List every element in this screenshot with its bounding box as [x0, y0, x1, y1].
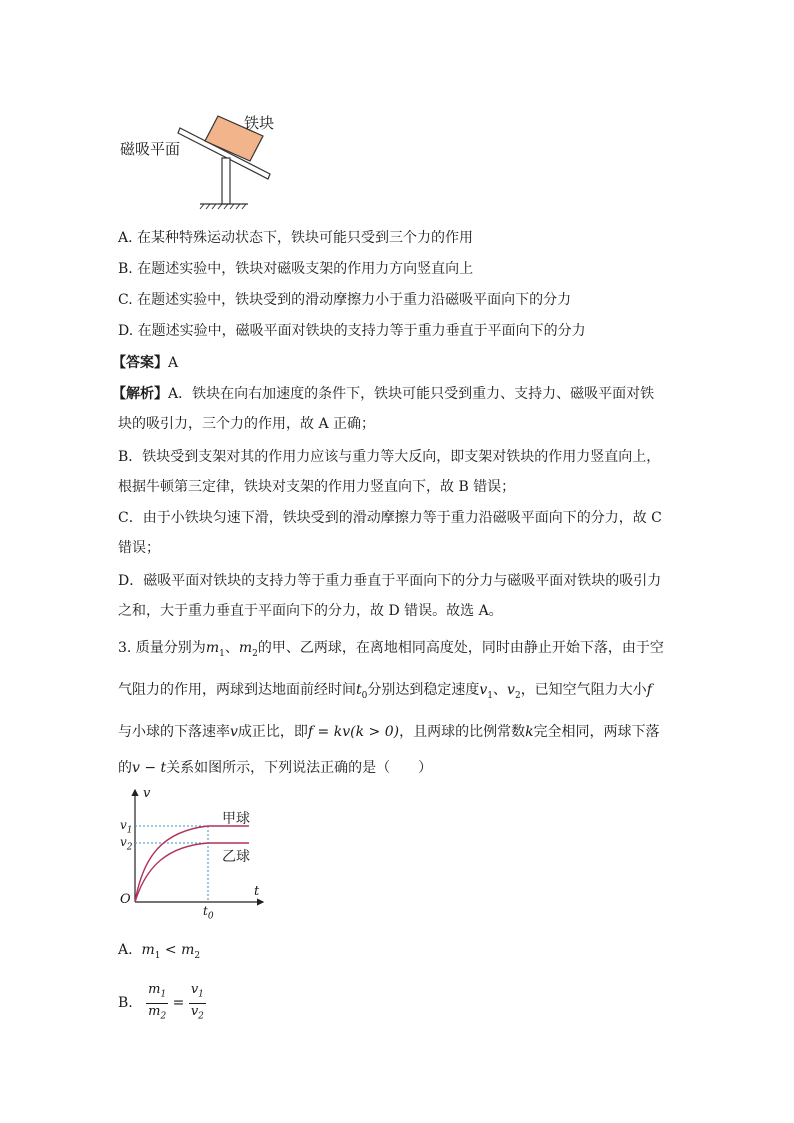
q3-text: 成正比，即 — [237, 724, 308, 740]
analysis-line-5: C．由于小铁块匀速下滑，铁块受到的滑动摩擦力等于重力沿磁吸平面向下的分力，故 C — [118, 510, 662, 526]
q3-option-b-prefix: B. — [118, 995, 133, 1012]
analysis-text-1: A．铁块在向右加速度的条件下，铁块可能只受到重力、支持力、磁吸平面对铁 — [168, 386, 655, 402]
q3-text: 气阻力的作用，两球到达地面前经时间 — [118, 682, 356, 698]
var-v2: v — [507, 682, 515, 698]
tick-t0: $t_0$ — [203, 904, 214, 922]
q3-text: 关系如图所示，下列说法正确的是（ ） — [166, 760, 433, 776]
q3-text: 与小球的下落速率 — [118, 724, 230, 740]
q3-text: ，已知空气阻力大小 — [520, 682, 647, 698]
q3-option-b: B. $\frac{m_1}{m_2}$ = $\frac{v_1}{v_2}$ — [118, 982, 206, 1024]
analysis-line-7: D．磁吸平面对铁块的支持力等于重力垂直于平面向下的分力与磁吸平面对铁块的吸引力 — [118, 573, 662, 589]
label-iron-block: 铁块 — [244, 114, 275, 132]
q3-text: 3. 质量分别为 — [118, 640, 206, 656]
q3-text: ，且两球的比例常数 — [399, 724, 526, 740]
analysis-tag: 【解析】 — [112, 386, 168, 402]
analysis-line-2: 块的吸引力，三个力的作用，故 A 正确； — [118, 416, 376, 432]
analysis-line-8: 之和，大于重力垂直于平面向下的分力，故 D 错误。故选 A。 — [118, 603, 503, 619]
var-v: v — [230, 724, 238, 740]
var-m2: m — [238, 640, 253, 656]
var-vt: v − t — [132, 760, 167, 776]
q3-line-4 — [118, 758, 432, 778]
figure-vt-graph — [118, 786, 268, 921]
option-c: C. 在题述实验中，铁块受到的滑动摩擦力小于重力沿磁吸平面向下的分力 — [118, 292, 572, 308]
q3-line-3 — [118, 722, 660, 742]
answer-tag: 【答案】 — [112, 355, 168, 371]
option-d: D. 在题述实验中，磁吸平面对铁块的支持力等于重力垂直于平面向下的分力 — [118, 323, 586, 339]
q3-line-1: 3. 质量分别为$m_1$、$m_2$的甲、乙两球，在离地相同高度处，同时由静止开始下落，由于空 — [118, 640, 664, 659]
tick-v2: $v_2$ — [120, 835, 133, 853]
label-jia: 甲球 — [222, 811, 250, 827]
ground-hatching — [200, 204, 246, 209]
origin-label: O — [120, 892, 131, 907]
q3-option-a-prefix: A. — [118, 942, 133, 958]
analysis-line-1 — [112, 384, 654, 404]
option-b: B. 在题述实验中，铁块对磁吸支架的作用力方向竖直向上 — [118, 261, 474, 277]
answer-line — [112, 353, 178, 373]
var-t0: t — [356, 682, 362, 698]
axis-label-t: t — [254, 884, 260, 899]
tick-t0-text: t — [203, 904, 208, 918]
axis-label-v: v — [143, 786, 151, 801]
option-a: A. 在某种特殊运动状态下，铁块可能只受到三个力的作用 — [118, 230, 474, 246]
q3-text: 完全相同，两球下落 — [533, 724, 660, 740]
figure-magnetic-plane — [118, 106, 288, 216]
tick-v1-text: v — [120, 818, 127, 832]
var-f: f — [646, 682, 652, 698]
q3-line-2: 气阻力的作用，两球到达地面前经时间$t_0$分别达到稳定速度$v_1$、$v_2$，已知空气阻力大小f — [118, 682, 652, 701]
label-magnetic-plane: 磁吸平面 — [120, 140, 181, 158]
support-post — [222, 158, 230, 204]
q3-option-a: A. $m_1 < m_2$ — [118, 942, 201, 961]
var-m1: m — [205, 640, 220, 656]
q3-text: 的 — [118, 760, 132, 776]
q3-text: 的甲、乙两球，在离地相同高度处，同时由静止开始下落，由于空 — [257, 640, 664, 656]
q3-text: 分别达到稳定速度 — [367, 682, 480, 698]
analysis-line-4: 根据牛顿第三定律，铁块对支架的作用力竖直向下，故 B 错误； — [118, 479, 516, 495]
analysis-line-6: 错误； — [118, 540, 160, 556]
tick-v1: $v_1$ — [120, 818, 133, 836]
fraction-m: $\frac{m_1}{m_2}$ — [148, 982, 167, 1022]
label-yi: 乙球 — [222, 849, 250, 865]
var-k: k — [525, 724, 534, 740]
answer-value: A — [168, 355, 179, 371]
fraction-v: $\frac{v_1}{v_2}$ — [190, 982, 204, 1022]
analysis-line-3: B．铁块受到支架对其的作用力应该与重力等大反向，即支架对铁块的作用力竖直向上， — [118, 449, 661, 465]
q3-text: 、 — [224, 640, 239, 656]
var-v1: v — [479, 682, 488, 698]
formula-drag: f = kv(k > 0) — [307, 724, 400, 740]
q3-text: 、 — [493, 682, 508, 698]
tick-v2-text: v — [120, 835, 127, 849]
